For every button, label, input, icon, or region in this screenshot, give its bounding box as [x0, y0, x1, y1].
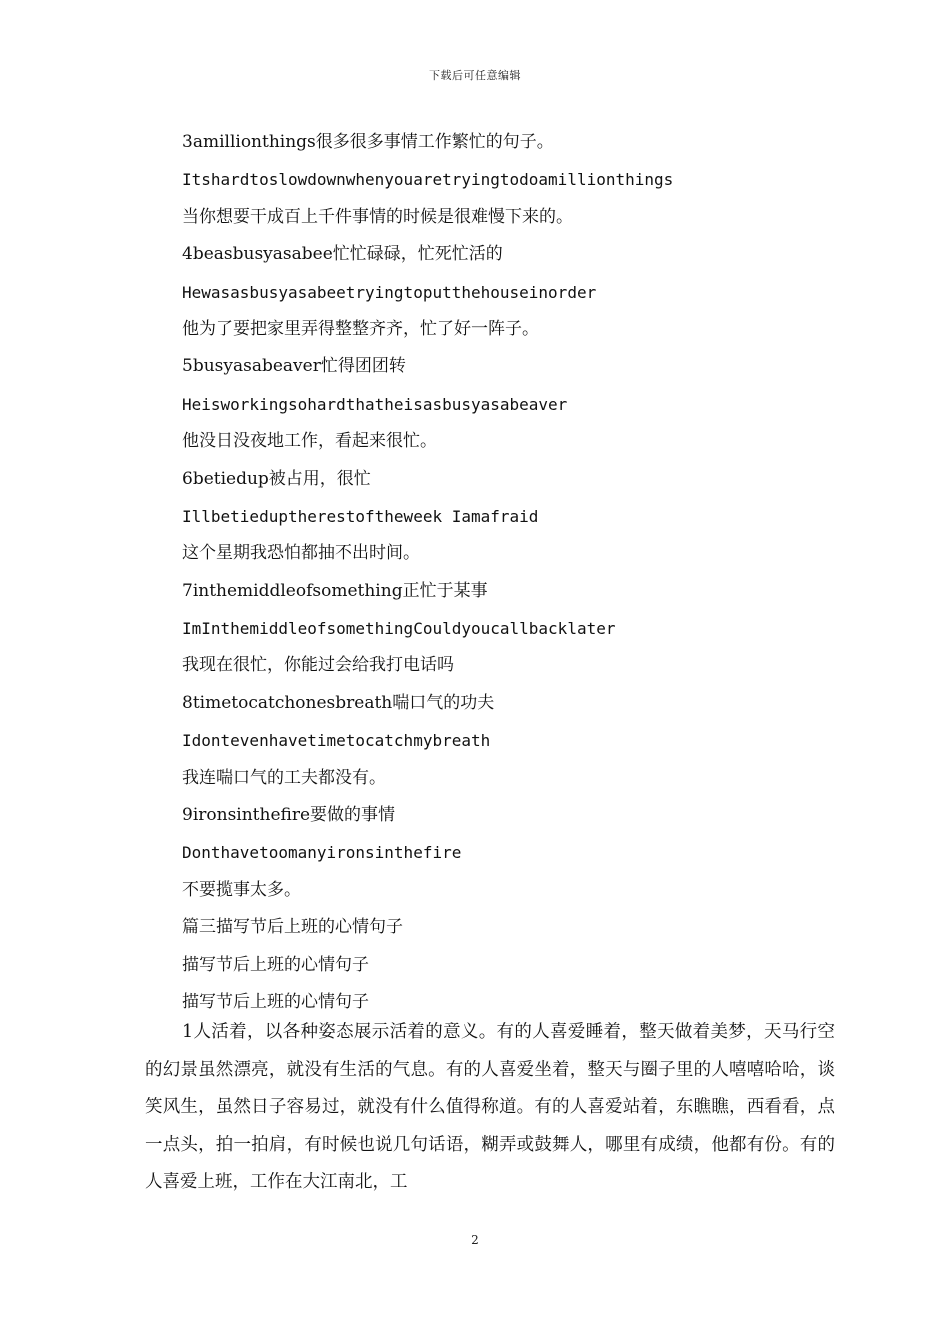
text-line: 6betiedup被占用，很忙 — [182, 468, 371, 489]
text-line: Idontevenhavetimetocatchmybreath — [182, 731, 491, 751]
body-paragraph — [145, 1014, 835, 1202]
text-line: Donthavetoomanyironsinthefire — [182, 843, 462, 863]
text-line: 7inthemiddleofsomething正忙于某事 — [182, 580, 488, 601]
text-line: Illbetieduptherestoftheweek Iamafraid — [182, 506, 539, 526]
text-line: 3amillionthings很多很多事情工作繁忙的句子。 — [182, 132, 554, 152]
text-line: 他为了要把家里弄得整整齐齐，忙了好一阵子。 — [182, 318, 539, 339]
text-line: Hewasasbusyasabeetryingtoputthehouseinorder — [182, 282, 597, 302]
subheading: 描写节后上班的心情句子 — [182, 954, 369, 975]
page-header: 下载后可任意编辑 — [429, 69, 521, 82]
text-line: 8timetocatchonesbreath喘口气的功夫 — [182, 692, 495, 713]
text-line: 9ironsinthefire要做的事情 — [182, 805, 396, 826]
body-lines — [182, 124, 832, 1021]
text-line: 我现在很忙，你能过会给我打电话吗 — [182, 655, 454, 676]
page-number: 2 — [471, 1233, 479, 1247]
text-line: Itshardtoslowdownwhenyouaretryingtodoamillionthings — [182, 170, 674, 190]
text-line: 5busyasabeaver忙得团团转 — [182, 356, 406, 377]
subheading: 描写节后上班的心情句子 — [182, 991, 369, 1012]
text-line: 我连喘口气的工夫都没有。 — [182, 767, 386, 788]
text-line: 他没日没夜地工作，看起来很忙。 — [182, 431, 437, 452]
text-line: ImInthemiddleofsomethingCouldyoucallbacklater — [182, 619, 616, 639]
text-line: 当你想要干成百上千件事情的时候是很难慢下来的。 — [182, 206, 573, 227]
text-line: 这个星期我恐怕都抽不出时间。 — [182, 543, 420, 564]
text-line: 不要揽事太多。 — [182, 879, 301, 900]
text-line: 4beasbusyasabee忙忙碌碌，忙死忙活的 — [182, 244, 503, 265]
section-heading: 篇三描写节后上班的心情句子 — [182, 917, 403, 938]
text-line: Heisworkingsohardthatheisasbusyasabeaver — [182, 394, 568, 414]
paragraph-text: 1人活着，以各种姿态展示活着的意义。有的人喜爱睡着，整天做着美梦，天马行空的幻景虽然漂亮，就没有生活的气息。有的人喜爱坐着，整天与圈子里的人嘻嘻哈哈，谈笑风生，虽然日子容易过，就没有什么值得称道。有的人喜爱站着，东瞧瞧，西看看，点一点头，拍一拍肩，有时候也说几句话语，糊弄或鼓舞人，哪里有成绩，他都有份。有的人喜爱上班，工作在大江南北，工 — [145, 1022, 835, 1192]
